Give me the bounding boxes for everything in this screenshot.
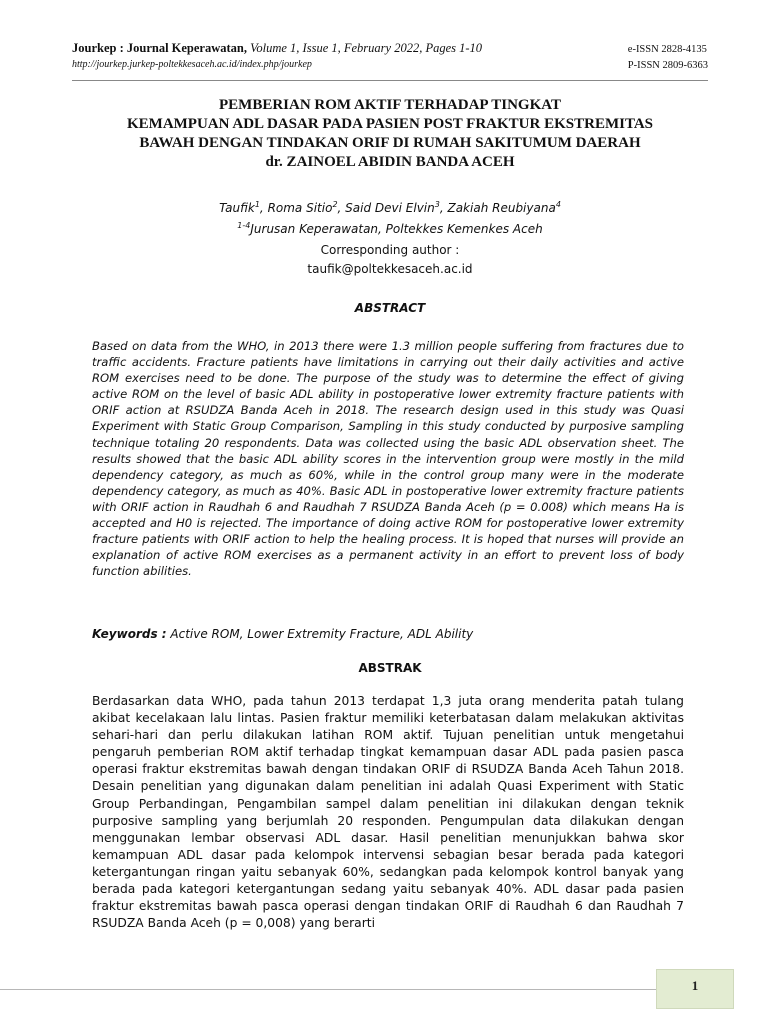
affiliation <box>72 217 708 238</box>
abstract-heading: ABSTRACT <box>354 301 426 315</box>
author-sup: 4 <box>555 200 561 209</box>
journal-issue: Volume 1, Issue 1, February 2022, Pages 1-10 <box>250 41 483 55</box>
affiliation-sup: 1-4 <box>237 221 251 230</box>
keywords-label: Keywords : <box>92 627 167 641</box>
title-line: dr. ZAINOEL ABIDIN BANDA ACEH <box>265 154 515 170</box>
author-name: Zakiah Reubiyana <box>447 201 556 215</box>
author-sup: 2 <box>332 200 338 209</box>
author-sup: 3 <box>434 200 440 209</box>
footer-divider <box>0 989 656 990</box>
title-line: BAWAH DENGAN TINDAKAN ORIF DI RUMAH SAKITUMUM DAERAH <box>139 135 641 151</box>
journal-citation <box>72 40 708 56</box>
author-name: Said Devi Elvin <box>345 201 435 215</box>
author-name: Roma Sitio <box>267 201 333 215</box>
author-list: Taufik$^1$, Roma Sitio$^2$, Said Devi Elvin$^3$, Zakiah Reubiyana$^4$ <box>219 200 561 215</box>
journal-name: Jourkep : Journal Keperawatan, <box>72 41 247 55</box>
page-number: 1 <box>656 969 734 1009</box>
keywords-text: Active ROM, Lower Extremity Fracture, ADL Ability <box>170 627 474 641</box>
corresponding-email[interactable]: taufik@poltekkesaceh.ac.id <box>307 262 473 276</box>
corresponding-author <box>72 241 708 279</box>
journal-url[interactable]: http://jourkep.jurkep-poltekkesaceh.ac.id/index.php/jourkep <box>72 59 312 70</box>
author-name: Taufik <box>219 201 255 215</box>
corresponding-label: Corresponding author : <box>320 243 460 257</box>
article-title <box>72 96 708 172</box>
abstract-text: Based on data from the WHO, in 2013 there were 1.3 million people suffering from fractures due to traffic accidents. Fracture patients have limitations in carrying out their daily activities and active ROM exercises need to be done. The purpose of the study was to determine the effect of giving active ROM on the level of basic ADL ability in postoperative lower extremity fracture patients with ORIF action at RSUDZA Banda Aceh in 2018. The research design used in this study was Quasi Experiment with Static Group Comparison, Sampling in this study conducted by purposive sampling technique totaling 20 respondents. Data was collected using the basic ADL observation sheet. The results showed that the basic ADL ability scores in the intervention group were mostly in the mild dependency category, as much as 60%, while in the control group many were in the moderate dependency category, as much as 40%. Basic ADL in postoperative lower extremity fracture patients with ORIF action in Raudhah 6 and Raudhah 7 RSUDZA Banda Aceh (p = 0.008) which means Ha is accepted and H0 is rejected. The importance of doing active ROM for postoperative lower extremity fracture patients with ORIF action to help the healing process. It is hoped that nurses will provide an explanation of active ROM exercises as a permanent activity in an effort to prevent loss of body function abilities. <box>92 339 684 579</box>
keywords <box>92 625 684 643</box>
pissn: P-ISSN 2809-6363 <box>627 60 708 71</box>
header-divider <box>72 80 708 81</box>
author-block <box>72 196 708 238</box>
issn-block <box>628 42 708 74</box>
abstrak-heading: ABSTRAK <box>358 661 422 675</box>
title-line: KEMAMPUAN ADL DASAR PADA PASIEN POST FRAKTUR EKSTREMITAS <box>126 116 654 132</box>
abstrak-text: Berdasarkan data WHO, pada tahun 2013 terdapat 1,3 juta orang menderita patah tulang akibat kecelakaan lalu lintas. Pasien fraktur memiliki keterbatasan dalam melakukan aktivitas sehari-hari dan perlu dilakukan latihan ROM aktif. Tujuan penelitian untuk mengetahui pengaruh pemberian ROM aktif terhadap tingkat kemampuan dasar ADL pada pasien pasca operasi fraktur ekstremitas bawah dengan tindakan ORIF di RSUDZA Banda Aceh Tahun 2018. Desain penelitian yang digunakan dalam penelitian ini adalah Quasi Experiment with Static Group Perbandingan, Pengambilan sampel dalam penelitian ini dilakukan dengan teknik purposive sampling yang berjumlah 20 responden. Pengumpulan data dilakukan dengan menggunakan lembar observasi ADL dasar. Hasil penelitian menunjukkan bahwa skor kemampuan ADL dasar pada kelompok intervensi sebagian besar berada pada kategori ketergantungan ringan yaitu sebanyak 60%, sedangkan pada kelompok kontrol banyak yang berada pada kategori ketergantungan sedang yaitu sebanyak 40%. ADL dasar pada pasien fraktur ekstremitas bawah pasca operasi dengan tindakan ORIF di Raudhah 6 dan Raudhah 7 RSUDZA Banda Aceh (p = 0,008) yang berarti <box>92 694 684 931</box>
title-line: PEMBERIAN ROM AKTIF TERHADAP TINGKAT <box>219 97 561 113</box>
affiliation-text: Jurusan Keperawatan, Poltekkes Kemenkes Aceh <box>250 222 543 236</box>
journal-header <box>72 40 708 70</box>
author-sup: 1 <box>254 200 260 209</box>
eissn: e-ISSN 2828-4135 <box>627 44 707 55</box>
